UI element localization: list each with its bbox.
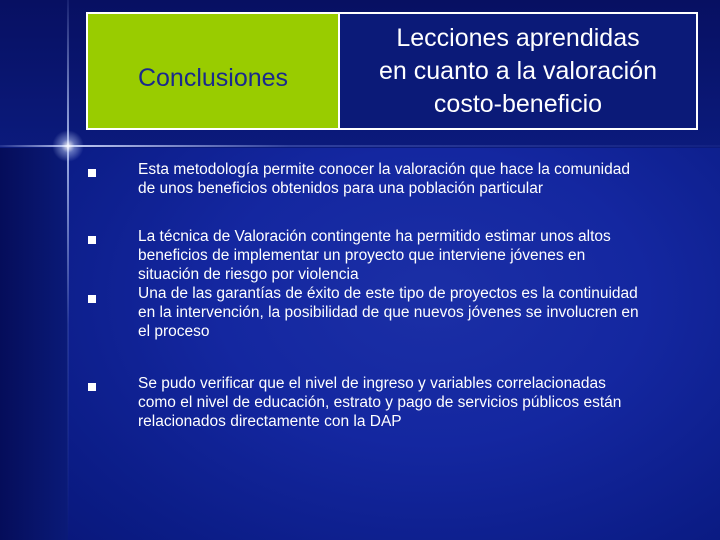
bullet-square-icon <box>88 295 96 303</box>
header-left-panel <box>88 14 340 128</box>
bullet-3-line-2: en la intervención, la posibilidad de que nuevos jóvenes se involucren en <box>138 304 639 321</box>
header-left-title: Conclusiones <box>137 63 289 92</box>
bullet-3-line-1: Una de las garantías de éxito de este tipo de proyectos es la continuidad <box>138 285 638 302</box>
bullet-4-line-2: como el nivel de educación, estrato y pago de servicios públicos están <box>138 394 622 411</box>
decor-horizontal-line <box>0 145 720 147</box>
bullet-1-line-2: de unos beneficios obtenidos para una población particular <box>138 180 544 197</box>
bullet-square-icon <box>88 383 96 391</box>
bullet-2-line-2: beneficios de implementar un proyecto que interviene jóvenes en <box>138 247 586 264</box>
header-right-title-line-1: Lecciones aprendidas <box>396 23 640 52</box>
bullet-1-line-1: Esta metodología permite conocer la valoración que hace la comunidad <box>138 161 630 178</box>
header-right-title-line-3: costo-beneficio <box>433 89 603 118</box>
bullet-text-3 <box>138 284 683 341</box>
bullet-text-4 <box>138 374 683 431</box>
bullet-3-line-3: el proceso <box>138 323 210 340</box>
header-right-title-line-2: en cuanto a la valoración <box>379 56 657 85</box>
header-right-panel <box>340 14 696 128</box>
bullet-text-2 <box>138 227 683 284</box>
decor-vertical-line <box>67 0 69 540</box>
title-header <box>86 12 698 130</box>
bullet-square-icon <box>88 236 96 244</box>
bullet-4-line-3: relacionados directamente con la DAP <box>138 413 402 430</box>
bullet-2-line-3: situación de riesgo por violencia <box>138 266 359 283</box>
bullet-2-line-1: La técnica de Valoración contingente ha permitido estimar unos altos <box>138 228 611 245</box>
light-flare <box>52 130 84 162</box>
bullet-text-1 <box>138 160 683 198</box>
bullet-square-icon <box>88 169 96 177</box>
bullet-4-line-1: Se pudo verificar que el nivel de ingreso y variables correlacionadas <box>138 375 606 392</box>
